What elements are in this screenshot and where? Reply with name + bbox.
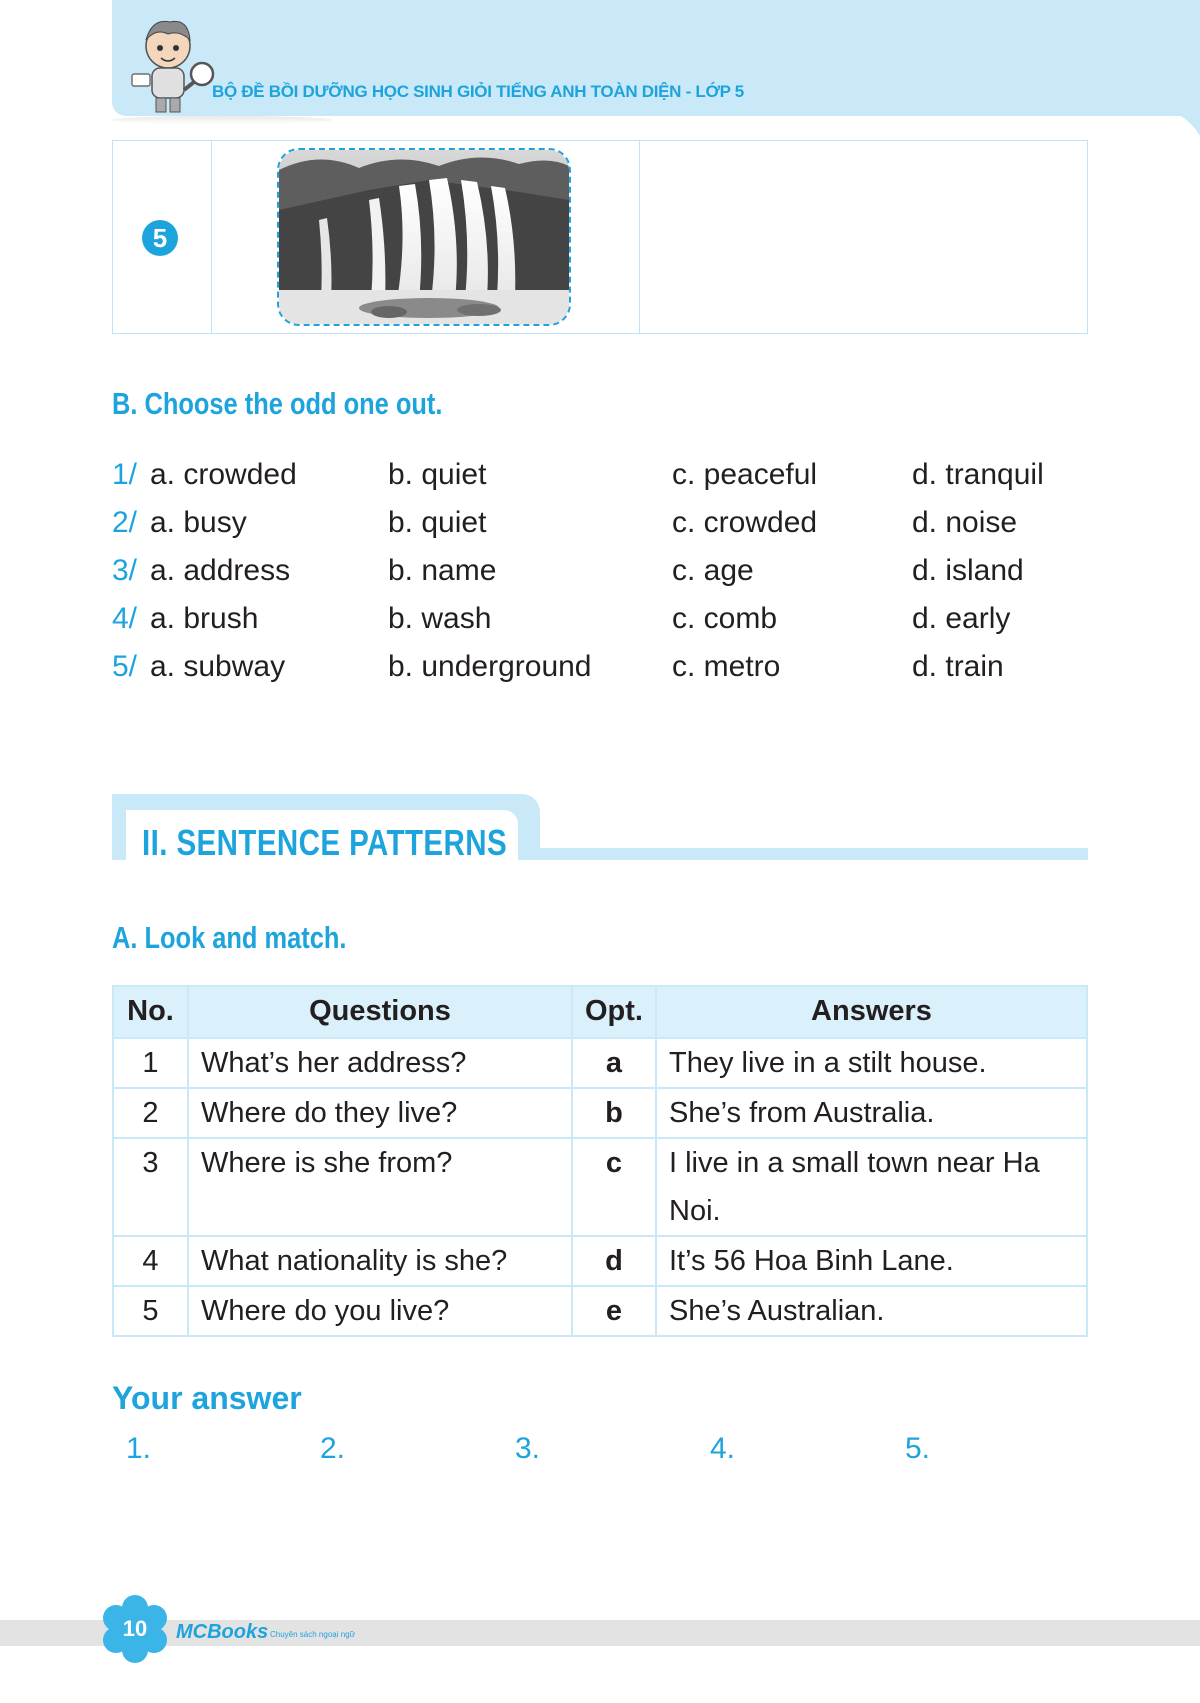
- odd-one-out-item: [112, 650, 1092, 690]
- header-questions: Questions: [188, 986, 572, 1038]
- brand-tagline: Chuyên sách ngoại ngữ: [270, 1630, 355, 1639]
- option-d: d. island: [912, 554, 1024, 587]
- item-number: 3/: [112, 554, 138, 587]
- section-ii-title: II. SENTENCE PATTERNS: [142, 822, 508, 863]
- item-number: 4/: [112, 602, 138, 635]
- table-divider: [639, 141, 640, 333]
- option-c: c. metro: [672, 650, 781, 683]
- table-row: [113, 1088, 1087, 1138]
- question-cell: What nationality is she?: [188, 1236, 572, 1286]
- header-opt: Opt.: [572, 986, 656, 1038]
- answer-slot-4[interactable]: 4.: [710, 1432, 736, 1465]
- answer-slot-2[interactable]: 2.: [320, 1432, 346, 1465]
- question-cell: Where do you live?: [188, 1286, 572, 1336]
- option-cell: e: [572, 1286, 656, 1336]
- option-cell: a: [572, 1038, 656, 1088]
- table-row: [113, 1138, 1087, 1236]
- option-c: c. age: [672, 554, 754, 587]
- odd-one-out-item: [112, 458, 1092, 498]
- match-table: [112, 985, 1088, 1337]
- table-row: [113, 1038, 1087, 1088]
- item-number: 1/: [112, 458, 138, 491]
- option-cell: d: [572, 1236, 656, 1286]
- answer-cell: It’s 56 Hoa Binh Lane.: [656, 1236, 1087, 1286]
- table-header-row: [113, 986, 1087, 1038]
- odd-one-out-item: [112, 506, 1092, 546]
- item-number: 5/: [112, 650, 138, 683]
- option-d: d. early: [912, 602, 1011, 635]
- question-cell: Where is she from?: [188, 1138, 572, 1236]
- row-number: 4: [113, 1236, 188, 1286]
- answer-slot-5[interactable]: 5.: [905, 1432, 931, 1465]
- page-number: 10: [122, 1616, 148, 1641]
- answer-slot-1[interactable]: 1.: [126, 1432, 152, 1465]
- header-curve-decoration: [1060, 96, 1200, 136]
- question-cell: What’s her address?: [188, 1038, 572, 1088]
- header-answers: Answers: [656, 986, 1087, 1038]
- row-number: 2: [113, 1088, 188, 1138]
- option-a: a. brush: [150, 602, 259, 635]
- option-c: c. comb: [672, 602, 778, 635]
- option-b: b. name: [388, 554, 497, 587]
- table-row: [113, 1286, 1087, 1336]
- option-b: b. underground: [388, 650, 592, 683]
- answer-cell: They live in a stilt house.: [656, 1038, 1087, 1088]
- table-row: [113, 1236, 1087, 1286]
- answer-cell: I live in a small town near Ha Noi.: [656, 1138, 1087, 1236]
- option-b: b. quiet: [388, 458, 487, 491]
- option-d: d. tranquil: [912, 458, 1044, 491]
- section-b-title: B. Choose the odd one out.: [112, 386, 443, 421]
- row-number: 3: [113, 1138, 188, 1236]
- header-shadow: [112, 116, 332, 124]
- option-d: d. train: [912, 650, 1004, 683]
- your-answer-label: Your answer: [112, 1380, 302, 1416]
- item-number-badge: 5: [142, 220, 178, 256]
- row-number: 1: [113, 1038, 188, 1088]
- option-a: a. crowded: [150, 458, 297, 491]
- item-number: 2/: [112, 506, 138, 539]
- header-no: No.: [113, 986, 188, 1038]
- option-cell: b: [572, 1088, 656, 1138]
- option-d: d. noise: [912, 506, 1018, 539]
- row-number: 5: [113, 1286, 188, 1336]
- answer-slot-3[interactable]: 3.: [515, 1432, 541, 1465]
- answer-cell: She’s from Australia.: [656, 1088, 1087, 1138]
- section-banner-line: [540, 848, 1088, 860]
- option-a: a. address: [150, 554, 291, 587]
- option-cell: c: [572, 1138, 656, 1236]
- option-a: a. busy: [150, 506, 247, 539]
- header-title: BỘ ĐỀ BỒI DƯỠNG HỌC SINH GIỎI TIẾNG ANH TOÀN DIỆN - LỚP 5: [212, 82, 744, 101]
- option-c: c. peaceful: [672, 458, 818, 491]
- brand-logo: MCBooks: [176, 1621, 269, 1643]
- question-cell: Where do they live?: [188, 1088, 572, 1138]
- table-divider: [211, 141, 212, 333]
- section-a-title: A. Look and match.: [112, 920, 347, 955]
- picture-table-row: [112, 140, 1088, 334]
- option-a: a. subway: [150, 650, 286, 683]
- option-b: b. wash: [388, 602, 492, 635]
- answer-cell: She’s Australian.: [656, 1286, 1087, 1336]
- odd-one-out-item: [112, 602, 1092, 642]
- option-c: c. crowded: [672, 506, 818, 539]
- odd-one-out-item: [112, 554, 1092, 594]
- option-b: b. quiet: [388, 506, 487, 539]
- waterfall-image: [277, 148, 571, 326]
